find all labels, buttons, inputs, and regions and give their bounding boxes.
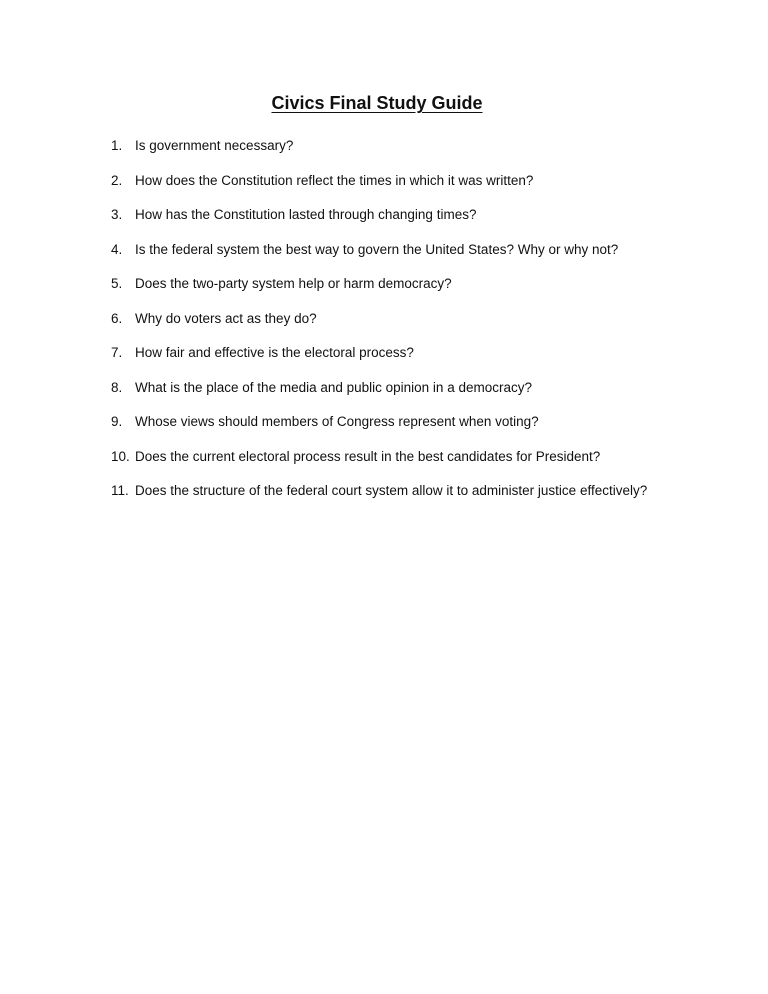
question-number: 11. — [111, 483, 129, 498]
question-text: What is the place of the media and public opinion in a democracy? — [135, 379, 532, 395]
list-item — [111, 241, 711, 259]
page-title: Civics Final Study Guide — [271, 93, 483, 113]
list-item — [111, 206, 711, 224]
list-item — [111, 448, 711, 466]
question-number: 4. — [111, 241, 123, 257]
question-text: Is the federal system the best way to govern the United States? Why or why not? — [135, 241, 619, 257]
question-list — [111, 137, 711, 517]
list-item — [111, 172, 711, 190]
list-item — [111, 344, 711, 362]
list-item — [111, 137, 711, 155]
question-text: Does the two-party system help or harm democracy? — [135, 276, 452, 291]
list-item — [111, 413, 711, 431]
question-number: 5. — [111, 276, 123, 291]
question-text: Does the current electoral process result in the best candidates for President? — [135, 448, 601, 464]
question-text: Why do voters act as they do? — [135, 310, 317, 326]
list-item — [111, 275, 711, 293]
question-number: 10. — [111, 448, 130, 464]
question-text: Whose views should members of Congress represent when voting? — [135, 414, 539, 429]
question-number: 9. — [111, 414, 123, 429]
question-text: How does the Constitution reflect the times in which it was written? — [135, 172, 534, 188]
list-item — [111, 310, 711, 328]
list-item — [111, 482, 711, 500]
question-number: 7. — [111, 345, 123, 360]
question-number: 2. — [111, 172, 123, 188]
question-number: 6. — [111, 310, 123, 326]
question-text: Does the structure of the federal court system allow it to administer justice effectively? — [135, 483, 648, 498]
question-text: Is government necessary? — [135, 138, 294, 153]
question-number: 8. — [111, 379, 123, 395]
question-text: How has the Constitution lasted through changing times? — [135, 207, 477, 222]
question-number: 3. — [111, 207, 123, 222]
question-number: 1. — [111, 138, 123, 153]
list-item — [111, 379, 711, 397]
question-text: How fair and effective is the electoral process? — [135, 345, 414, 360]
